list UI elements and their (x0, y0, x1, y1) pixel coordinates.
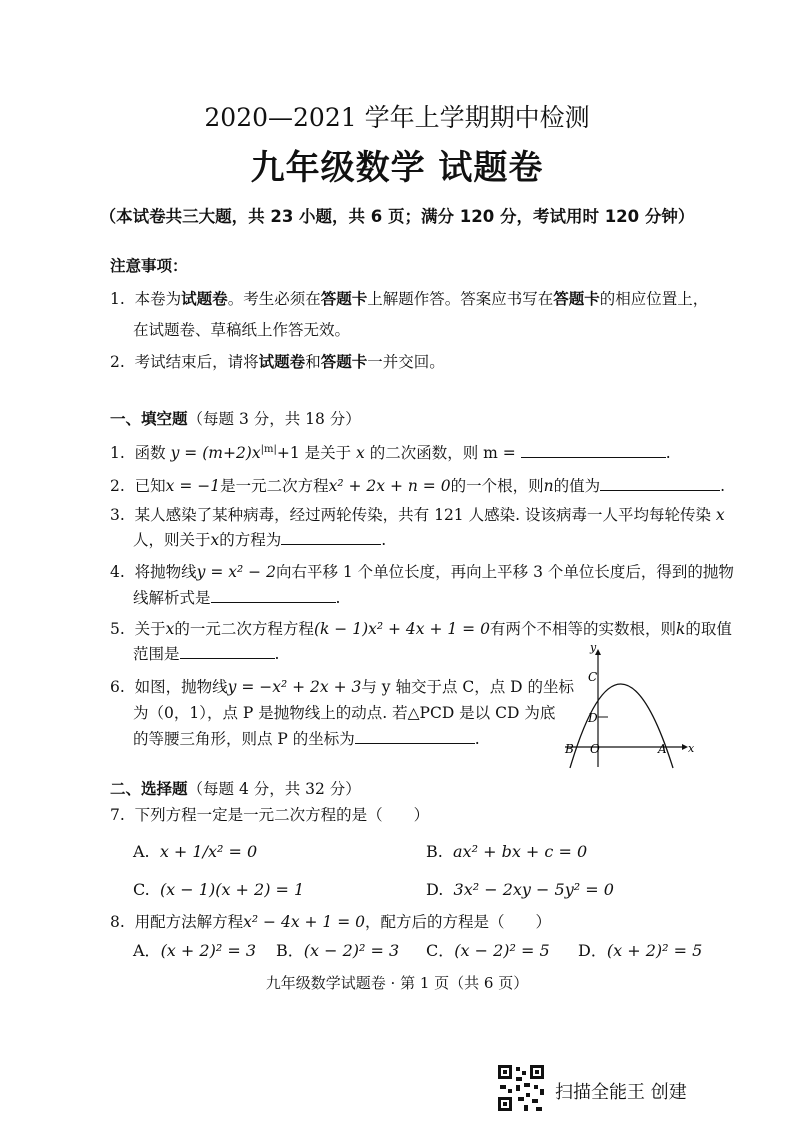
notes-heading: 注意事项： (110, 257, 188, 275)
option-8c[interactable] (426, 938, 550, 961)
parabola-figure (560, 645, 695, 770)
question-text: 的一个根，则 (450, 477, 544, 495)
question-number: 8. (110, 913, 125, 931)
variable: k (675, 620, 686, 638)
answer-blank[interactable] (211, 588, 336, 603)
answer-blank[interactable] (355, 729, 475, 744)
answer-blank[interactable] (180, 644, 275, 659)
option-formula: 3x² − 2xy − 5y² = 0 (453, 880, 614, 899)
note-emphasis: 答题卡 (320, 353, 368, 371)
formula: y = x² − 2 (196, 563, 276, 581)
scanner-watermark: 扫描全能王 创建 (555, 1082, 687, 1103)
option-formula: (x + 2)² = 3 (160, 941, 256, 960)
option-formula: x + 1/x² = 0 (159, 842, 258, 861)
question-text: 已知 (134, 477, 166, 495)
question-end: . (335, 589, 341, 607)
note-text: 一并交回。 (367, 353, 445, 371)
question-text: 与 y 轴交于点 C，点 D 的坐标 (361, 678, 575, 696)
question-text: 是一元二次方程 (220, 477, 329, 495)
question-6-cont2 (133, 727, 480, 749)
question-text: 如图，抛物线 (134, 678, 228, 696)
variable: x (715, 506, 725, 524)
option-8a[interactable] (133, 938, 256, 961)
note-item-1 (110, 287, 708, 309)
option-label: A. (133, 842, 150, 861)
section-1-header (110, 407, 361, 429)
formula-exponent: |m| (260, 443, 277, 455)
section-detail: （每题 3 分，共 18 分） (187, 410, 361, 428)
option-8b[interactable] (276, 938, 399, 961)
label-y: y (590, 645, 597, 654)
question-number: 7. (110, 806, 125, 824)
option-formula: (x − 2)² = 5 (454, 941, 550, 960)
answer-blank[interactable] (600, 476, 720, 491)
question-8 (110, 910, 551, 932)
question-text: 将抛物线 (134, 563, 197, 581)
formula: x² − 4x + 1 = 0 (243, 913, 365, 931)
question-number: 6. (110, 678, 125, 696)
exam-main-title: 九年级数学 试题卷 (250, 148, 544, 188)
question-6 (110, 675, 574, 697)
question-end: . (474, 730, 480, 748)
note-text: 考试结束后，请将 (134, 353, 259, 371)
question-3 (110, 503, 725, 525)
option-label: A． (133, 941, 161, 960)
question-5-cont (133, 642, 279, 664)
note-emphasis: 答题卡 (553, 290, 600, 308)
question-text: 关于 (134, 620, 166, 638)
question-number: 4. (110, 563, 125, 581)
variable: n (543, 477, 554, 495)
note-emphasis: 答题卡 (320, 290, 368, 308)
note-emphasis: 试题卷 (181, 290, 228, 308)
option-7c[interactable] (133, 880, 304, 899)
note-num: 2. (110, 353, 125, 371)
question-text: 的取值 (685, 620, 732, 638)
question-2 (110, 474, 725, 496)
note-text: 和 (305, 353, 321, 371)
question-number: 5. (110, 620, 125, 638)
question-text: 的二次函数，则 m = (369, 444, 516, 462)
note-emphasis: 试题卷 (258, 353, 306, 371)
section-2-header (110, 777, 361, 799)
qr-code-icon (496, 1063, 546, 1113)
label-d: D (588, 711, 598, 725)
exam-year-title: 2020—2021 学年上学期期中检测 (204, 103, 590, 132)
formula: y = (m+2)x (170, 444, 261, 462)
question-end: . (274, 645, 280, 663)
question-4-cont (133, 586, 340, 608)
note-text: 。考生必须在 (227, 290, 321, 308)
answer-blank[interactable] (521, 443, 666, 458)
formula: (k − 1)x² + 4x + 1 = 0 (313, 620, 490, 638)
question-3-cont (133, 528, 386, 550)
question-text: 某人感染了某种病毒，经过两轮传染，共有 121 人感染. 设该病毒一人平均每轮传染 (134, 506, 711, 524)
answer-blank[interactable] (281, 530, 381, 545)
label-x: x (688, 742, 695, 755)
question-text: 的一元二次方程方程 (174, 620, 314, 638)
label-c: C (588, 670, 598, 684)
question-end: . (720, 477, 726, 495)
option-label: C． (426, 941, 455, 960)
question-number: 1. (110, 444, 125, 462)
exam-subtitle: （本试卷共三大题，共 23 小题，共 6 页；满分 120 分，考试用时 120 分钟） (99, 207, 695, 226)
question-5 (110, 617, 732, 639)
label-b: B (565, 742, 574, 756)
option-8d[interactable] (578, 938, 702, 961)
question-text: 的等腰三角形，则点 P 的坐标为 (133, 730, 355, 748)
option-label: B． (276, 941, 304, 960)
question-text: 下列方程一定是一元二次方程的是（ ） (134, 806, 430, 824)
option-label: B. (426, 842, 443, 861)
note-text: 本卷为 (134, 290, 182, 308)
variable: x (356, 444, 365, 462)
question-4 (110, 560, 734, 582)
question-number: 2. (110, 477, 125, 495)
question-7 (110, 803, 429, 825)
question-text: 函数 (134, 444, 166, 462)
question-text: +1 是关于 (276, 444, 352, 462)
variable: x (165, 620, 175, 638)
option-formula: ax² + bx + c = 0 (453, 842, 588, 861)
page-footer: 九年级数学试题卷 · 第 1 页（共 6 页） (265, 974, 529, 992)
option-label: D. (426, 880, 444, 899)
formula: x² + 2x + n = 0 (328, 477, 451, 495)
question-text: 范围是 (133, 645, 180, 663)
label-o: O (590, 742, 600, 756)
question-text: ，配方后的方程是（ ） (364, 913, 551, 931)
question-text: 的方程为 (219, 531, 282, 549)
option-formula: (x − 1)(x + 2) = 1 (159, 880, 305, 899)
question-number: 3. (110, 506, 125, 524)
option-formula: (x − 2)² = 3 (303, 941, 400, 960)
question-text: 的值为 (553, 477, 601, 495)
section-title: 一、填空题 (110, 410, 188, 428)
note-num: 1. (110, 290, 125, 308)
label-a: A (658, 742, 667, 756)
note-text: 的相应位置上， (599, 290, 709, 308)
note-text: 上解题作答。答案应书写在 (367, 290, 554, 308)
section-title: 二、选择题 (110, 780, 188, 798)
note-item-1-cont: 在试题卷、草稿纸上作答无效。 (133, 321, 351, 339)
option-formula: (x + 2)² = 5 (606, 941, 703, 960)
option-7d[interactable] (426, 880, 614, 899)
note-item-2 (110, 350, 445, 372)
question-end: . (665, 444, 671, 462)
question-end: . (381, 531, 387, 549)
question-6-cont: 为（0，1），点 P 是抛物线上的动点. 若△PCD 是以 CD 为底 (133, 704, 556, 722)
question-text: 向右平移 1 个单位长度，再向上平移 3 个单位长度后，得到的抛物 (275, 563, 734, 581)
question-text: 用配方法解方程 (134, 913, 244, 931)
option-7b[interactable] (426, 842, 587, 861)
variable: x (210, 531, 220, 549)
option-7a[interactable] (133, 842, 257, 861)
formula: x = −1 (165, 477, 221, 495)
question-text: 线解析式是 (133, 589, 211, 607)
question-1 (110, 441, 671, 463)
question-text: 人，则关于 (133, 531, 211, 549)
section-detail: （每题 4 分，共 32 分） (187, 780, 361, 798)
option-label: D． (578, 941, 607, 960)
formula: y = −x² + 2x + 3 (227, 678, 362, 696)
option-label: C. (133, 880, 150, 899)
question-text: 有两个不相等的实数根，则 (489, 620, 676, 638)
